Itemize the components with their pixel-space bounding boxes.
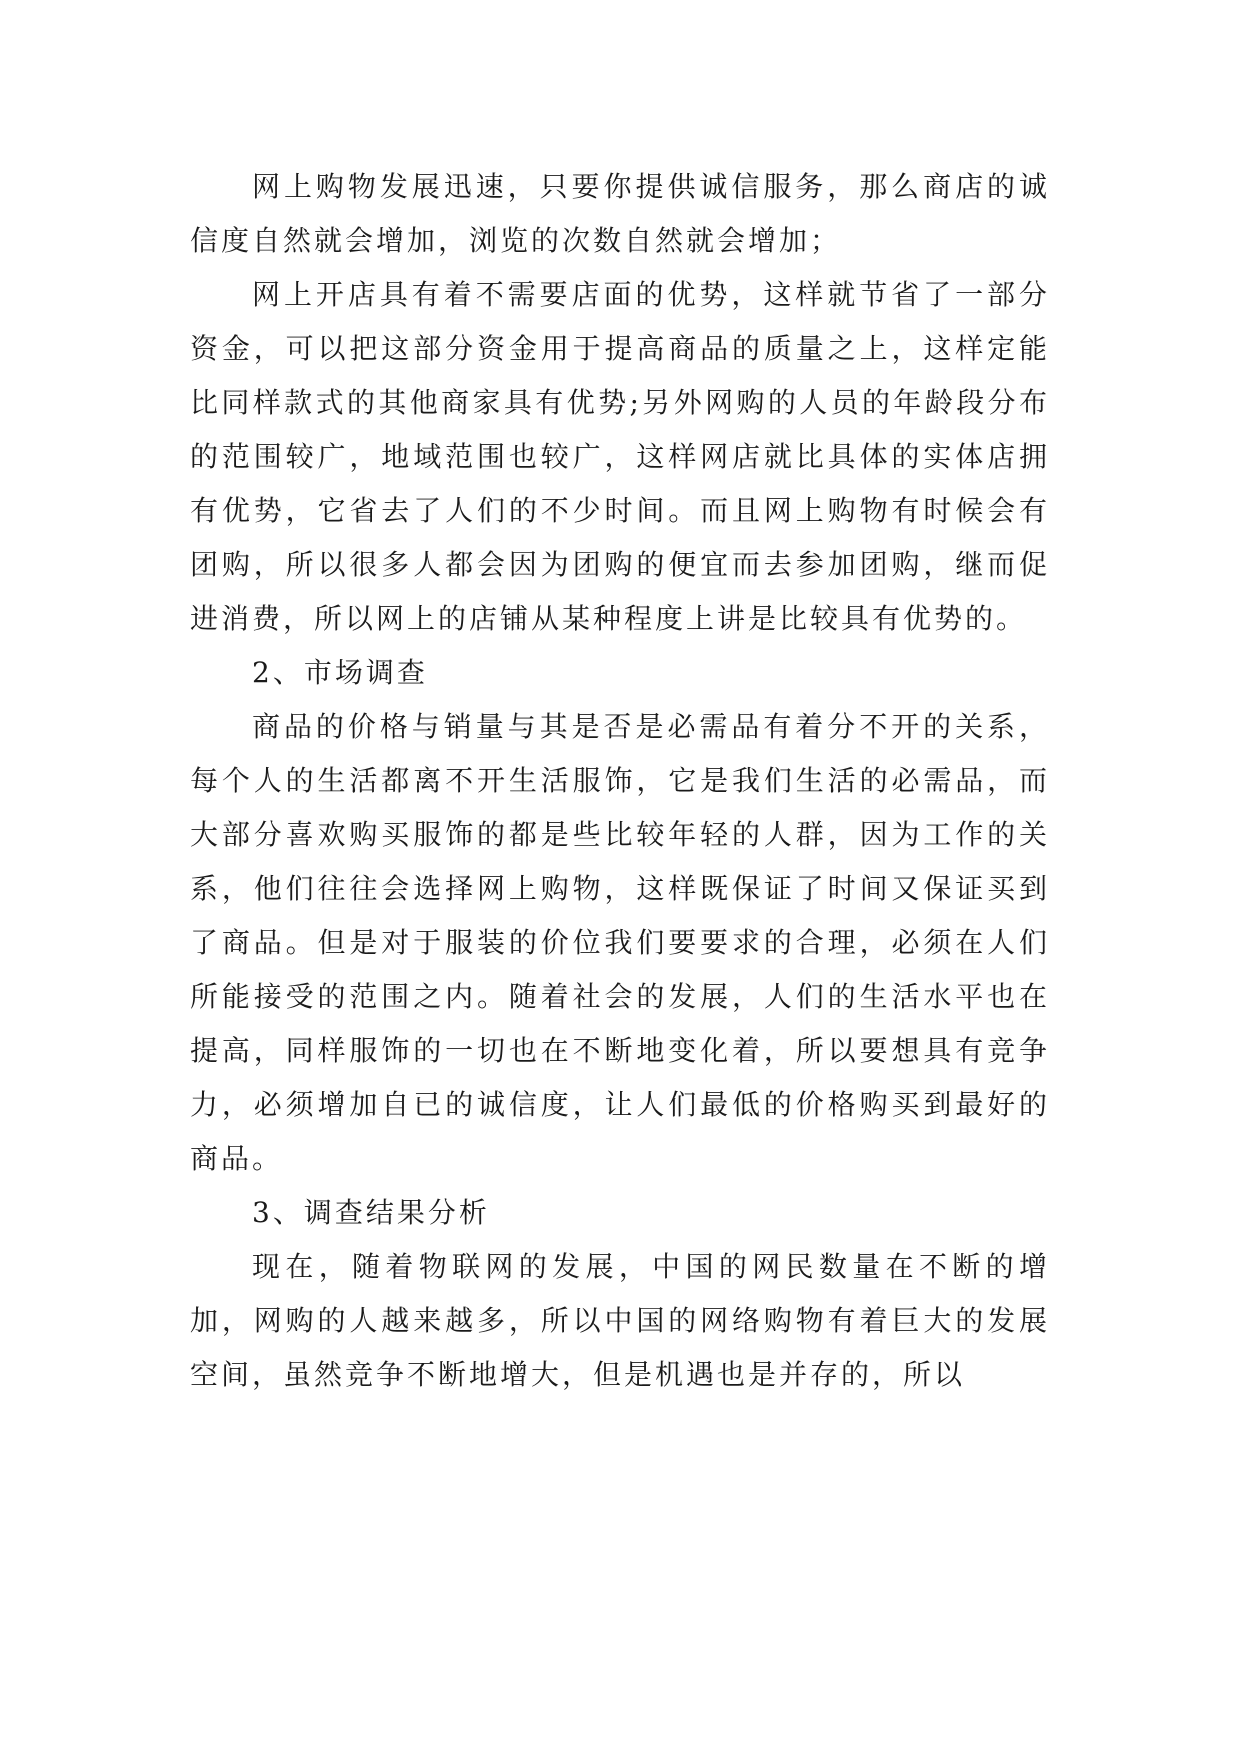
section-heading-market-survey: 2、市场调查 [252,656,428,689]
document-body [190,160,1050,1402]
paragraph-online-shopping-trust: 网上购物发展迅速，只要你提供诚信服务，那么商店的诚信度自然就会增加，浏览的次数自然就会增加； [190,170,1050,257]
section-heading-survey-analysis: 3、调查结果分析 [252,1196,490,1229]
paragraph-market-survey: 商品的价格与销量与其是否是必需品有着分不开的关系，每个人的生活都离不开生活服饰，它是我们生活的必需品，而大部分喜欢购买服饰的都是些比较年轻的人群，因为工作的关系，他们往往会选择网上购物，这样既保证了时间又保证买到了商品。但是对于服装的价位我们要要求的合理，必须在人们所能接受的范围之内。随着社会的发展，人们的生活水平也在提高，同样服饰的一切也在不断地变化着，所以要想具有竞争力，必须增加自已的诚信度，让人们最低的价格购买到最好的商品。 [190,710,1050,1175]
paragraph-survey-analysis: 现在，随着物联网的发展，中国的网民数量在不断的增加，网购的人越来越多，所以中国的网络购物有着巨大的发展空间，虽然竞争不断地增大，但是机遇也是并存的，所以 [190,1250,1050,1391]
paragraph-online-store-advantages: 网上开店具有着不需要店面的优势，这样就节省了一部分资金，可以把这部分资金用于提高商品的质量之上，这样定能比同样款式的其他商家具有优势;另外网购的人员的年龄段分布的范围较广，地域范围也较广，这样网店就比具体的实体店拥有优势，它省去了人们的不少时间。而且网上购物有时候会有团购，所以很多人都会因为团购的便宜而去参加团购，继而促进消费，所以网上的店铺从某种程度上讲是比较具有优势的。 [190,278,1050,635]
